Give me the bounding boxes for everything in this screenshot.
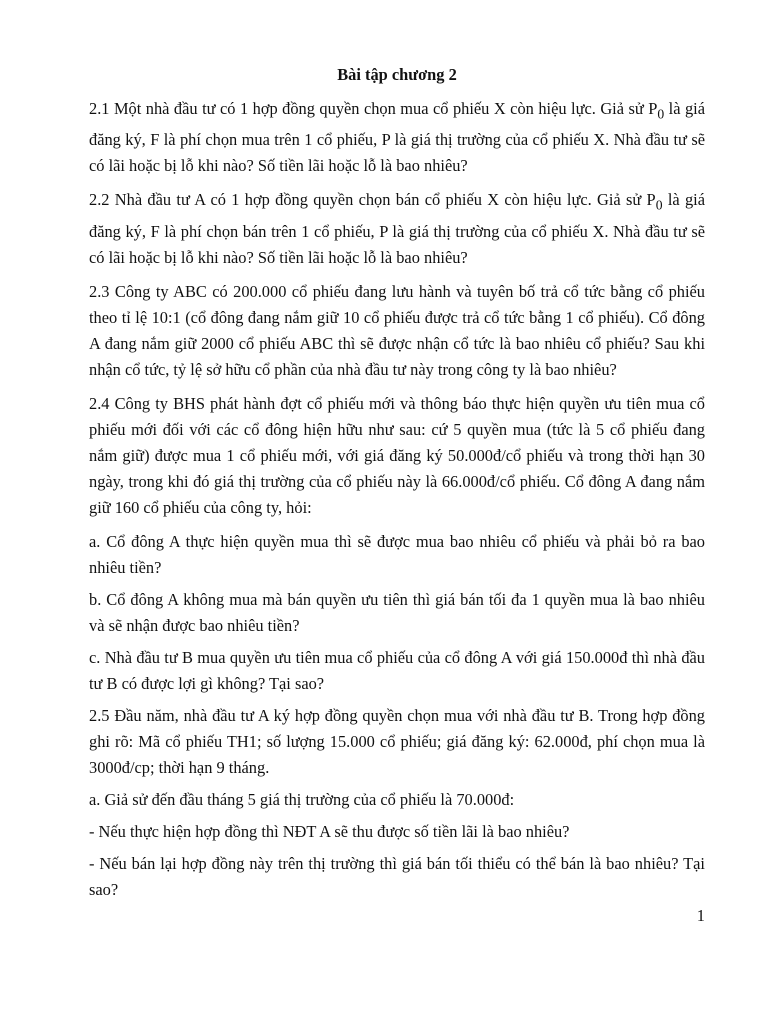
question-2-5-a-item-2: - Nếu bán lại hợp đồng này trên thị trường thì giá bán tối thiểu có thể bán là bao nhiêu? Tại sao? [89, 853, 705, 899]
question-text: là giá đăng ký, F là phí chọn mua trên 1 cổ phiếu, P là giá thị trường của cổ phiếu X. Nhà đầu tư sẽ có lãi hoặc bị lỗ khi nào? Số tiền lãi hoặc lỗ là bao nhiêu? [89, 99, 705, 176]
subscript: 0 [657, 106, 665, 122]
question-2-4-b: b. Cổ đông A không mua mà bán quyền ưu tiên thì giá bán tối đa 1 quyền mua là bao nhiêu và sẽ nhận được bao nhiêu tiền? [89, 589, 705, 635]
question-2-4-c: c. Nhà đầu tư B mua quyền ưu tiên mua cổ phiếu của cổ đông A với giá 150.000đ thì nhà đầu tư B có được lợi gì không? Tại sao? [89, 647, 705, 693]
question-text: 2.2 Nhà đầu tư A có 1 hợp đồng quyền chọn bán cổ phiếu X còn hiệu lực. Giả sử P [89, 190, 656, 210]
page-number: 1 [696, 906, 705, 925]
question-text: 2.1 Một nhà đầu tư có 1 hợp đồng quyền chọn mua cổ phiếu X còn hiệu lực. Giả sử P [89, 99, 658, 118]
question-2-5: 2.5 Đầu năm, nhà đầu tư A ký hợp đồng quyền chọn mua với nhà đầu tư B. Trong hợp đồng ghi rõ: Mã cổ phiếu TH1; số lượng 15.000 cổ phiếu; giá đăng ký: 62.000đ, phí chọn mua là 3000đ/cp; thời hạn 9 tháng. [89, 705, 705, 777]
question-2-5-a-item-1: - Nếu thực hiện hợp đồng thì NĐT A sẽ thu được số tiền lãi là bao nhiêu? [89, 821, 570, 841]
question-2-2 [89, 187, 705, 270]
question-2-5-a: a. Giả sử đến đầu tháng 5 giá thị trường của cổ phiếu là 70.000đ: [89, 789, 515, 809]
subscript: 0 [655, 197, 663, 213]
document-page [89, 62, 705, 909]
question-2-1 [89, 96, 705, 179]
document-title: Bài tập chương 2 [337, 65, 457, 84]
question-2-4-a: a. Cổ đông A thực hiện quyền mua thì sẽ được mua bao nhiêu cổ phiếu và phải bỏ ra bao nhiêu tiền? [89, 531, 705, 577]
question-text: là giá đăng ký, F là phí chọn bán trên 1 cổ phiếu, P là giá thị trường của cổ phiếu X. Nhà đầu tư sẽ có lãi hoặc bị lỗ khi nào? Số tiền lãi hoặc lỗ là bao nhiêu? [89, 190, 705, 267]
question-2-3: 2.3 Công ty ABC có 200.000 cổ phiếu đang lưu hành và tuyên bố trả cổ tức bằng cổ phiếu theo tỉ lệ 10:1 (cổ đông đang nắm giữ 10 cổ phiếu được trả cổ tức bằng 1 cổ phiếu). Cổ đông A đang nắm giữ 2000 cổ phiếu ABC thì sẽ được nhận cổ tức là bao nhiêu cổ phiếu? Sau khi nhận cổ tức, tỷ lệ sở hữu cổ phần của nhà đầu tư này trong công ty là bao nhiêu? [89, 281, 705, 379]
question-2-4: 2.4 Công ty BHS phát hành đợt cổ phiếu mới và thông báo thực hiện quyền ưu tiên mua cổ phiếu mới đối với các cổ đông hiện hữu như sau: cứ 5 quyền mua (tức là 5 cổ phiếu đang nắm giữ) được mua 1 cổ phiếu mới, với giá đăng ký 50.000đ/cổ phiếu và trong thời hạn 30 ngày, trong khi đó giá thị trường của cổ phiếu này là 66.000đ/cổ phiếu. Cổ đông A đang nắm giữ 160 cổ phiếu của công ty, hỏi: [89, 393, 705, 517]
